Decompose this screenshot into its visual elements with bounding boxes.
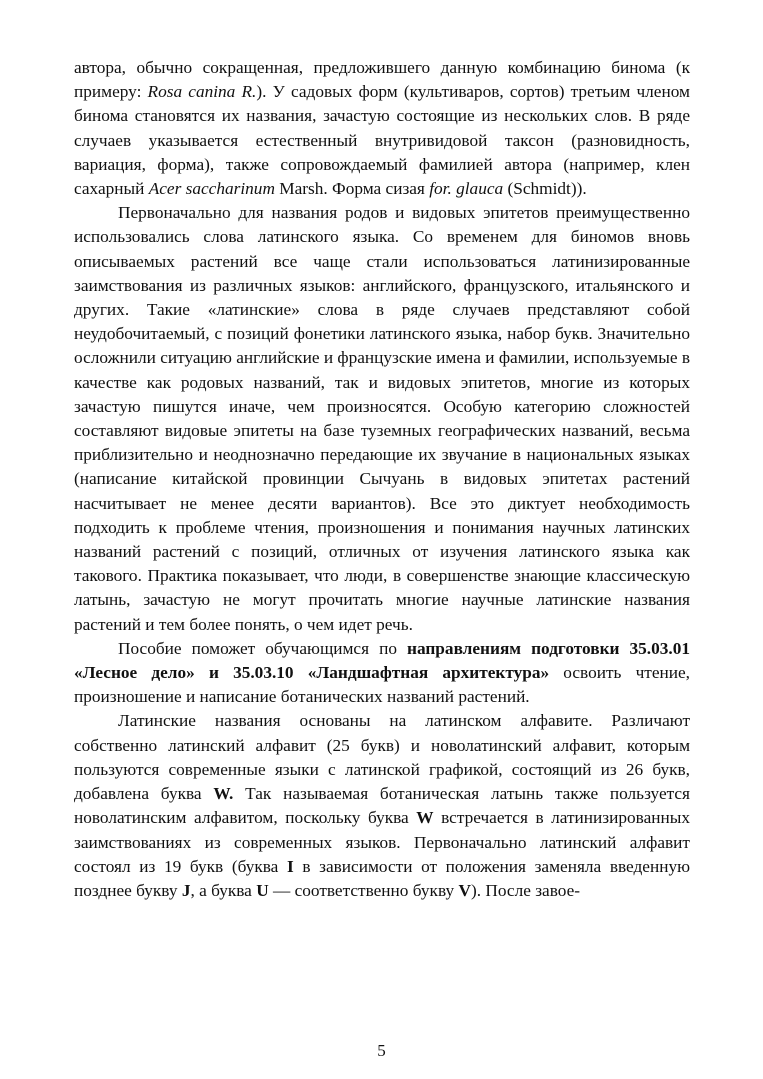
text-run: Первоначально для названия родов и видовых эпитетов преимущественно использовались слова латинского языка. Со временем для биномов вновь описываемых растений все чаще стали использоваться латинизированные заимствования из различных языков: английского, французского, итальянского и других. Такие «латинские» слова в ряде случаев представляют собой неудобочитаемый, с позиций фонетики латинского языка, набор букв. Значительно осложнили ситуацию английские и французские имена и фамилии, используемые в качестве как родовых названий, так и видовых эпитетов, многие из которых зачастую пишутся иначе, чем произносятся. Особую категорию сложностей составляют видовые эпитеты на базе туземных географических названий, весьма приблизительно и неоднозначно передающие их звучание в национальных языках (написание китайской провинции Сычуань в видовых эпитетах растений насчитывает не менее десяти вариантов). Все это диктует необходимость подходить к проблеме чтения, произношения и понимания научных латинских названий растений с позиций, отличных от изучения латинского языка как такового. Практика показывает, что люди, в совершенстве знающие классическую латынь, зачастую не могут прочитать многие научные латинские названия растений и тем более понять, о чем идет речь. — [74, 203, 690, 634]
letter-highlight: W. — [213, 784, 234, 804]
letter-highlight: J — [181, 880, 191, 900]
letter-highlight: W — [416, 808, 434, 828]
text-run: автора, обычно сокращенная, предложившего данную комбинацию бинома (к примеру: — [74, 58, 690, 102]
paragraph-2 — [74, 201, 690, 637]
paragraph-3 — [74, 637, 690, 710]
text-run: , а буква — [190, 880, 257, 900]
latin-binomial: Rosa canina R. — [147, 82, 257, 102]
training-directions: направлениям подготовки 35.03.01 «Лесное дело» и 35.03.10 «Ландшафтная архитектура» — [74, 638, 690, 683]
text-run: встречается в латинизированных заимствованиях из современных языков. Первоначально латинский алфавит состоял из 19 букв (буква — [74, 808, 690, 876]
text-run: в зависимости от положения заменяла введенную позднее букву — [74, 856, 691, 900]
text-run: ). У садовых форм (культиваров, сортов) третьим членом бинома становятся их названия, зачастую состоящие из нескольких слов. В ряде случаев указывается естественный внутривидовой таксон (разновидность, вариация, форма), также сопровождаемый фамилией автора (например, клен сахарный — [74, 82, 690, 199]
text-run: (Schmidt)). — [503, 179, 587, 199]
text-run: Латинские названия основаны на латинском алфавите. Различают собственно латинский алфавит (25 букв) и новолатинский алфавит, которым пользуются современные языки с латинской графикой, состоящий из 26 букв, добавлена буква — [74, 711, 690, 804]
latin-binomial: Acer saccharinum — [148, 179, 275, 199]
letter-highlight: I — [286, 856, 294, 876]
text-run: Marsh. Форма сизая — [274, 179, 430, 199]
paragraph-4 — [74, 709, 690, 903]
letter-highlight: V — [458, 880, 471, 900]
paragraph-1 — [74, 56, 690, 201]
page-number: 5 — [377, 1041, 386, 1060]
text-run: Так называемая ботаническая латынь также пользуется новолатинским алфавитом, поскольку буква — [74, 784, 690, 828]
letter-highlight: U — [256, 880, 269, 900]
text-run: Пособие поможет обучающимся по — [118, 638, 407, 658]
text-run: — соответственно букву — [268, 880, 459, 900]
latin-form-name: for. glauca — [429, 179, 504, 199]
page-body — [74, 56, 690, 903]
text-run: освоить чтение, произношение и написание ботанических названий растений. — [74, 663, 690, 707]
text-run: ). После завое- — [470, 880, 581, 900]
